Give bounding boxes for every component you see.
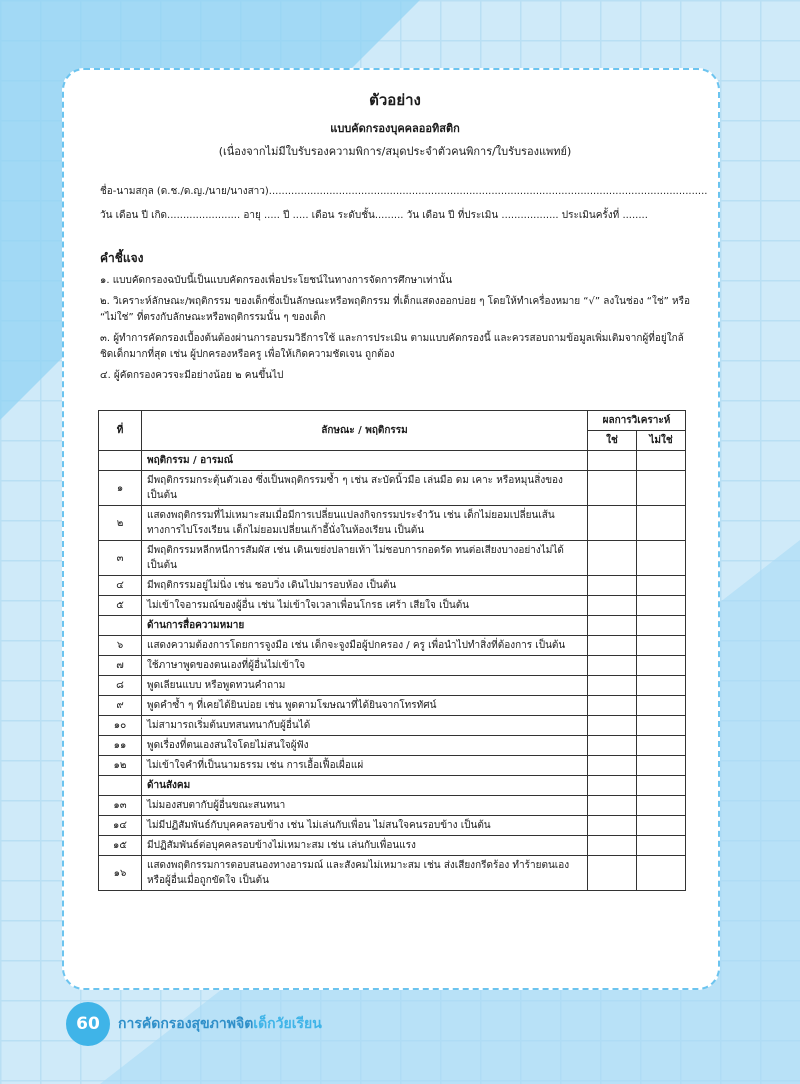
yes-checkbox-cell[interactable]	[588, 756, 637, 776]
table-row	[99, 736, 686, 756]
row-text: พูดคำซ้ำ ๆ ที่เคยได้ยินบ่อย เช่น พูดตามโฆษณาที่ได้ยินจากโทรทัศน์	[142, 696, 588, 716]
row-text: แสดงพฤติกรรมการตอบสนองทางอารมณ์ และสังคมไม่เหมาะสม เช่น ส่งเสียงกรีดร้อง ทำร้ายตนเองหรือผู้อื่นเมื่อถูกขัดใจ เป็นต้น	[142, 856, 588, 891]
no-checkbox-cell[interactable]	[637, 796, 686, 816]
row-number: ๑	[99, 471, 142, 506]
row-text: มีพฤติกรรมกระตุ้นตัวเอง ซึ่งเป็นพฤติกรรมซ้ำ ๆ เช่น สะบัดนิ้วมือ เล่นมือ ดม เคาะ หรือหมุนสิ่งของ เป็นต้น	[142, 471, 588, 506]
instruction-item: ๔. ผู้คัดกรองควรจะมีอย่างน้อย ๒ คนขึ้นไป	[100, 370, 284, 381]
no-checkbox-cell[interactable]	[637, 816, 686, 836]
row-text: มีปฏิสัมพันธ์ต่อบุคคลรอบข้างไม่เหมาะสม เช่น เล่นกับเพื่อนแรง	[142, 836, 588, 856]
row-number: ๑๔	[99, 816, 142, 836]
yes-checkbox-cell	[588, 776, 637, 796]
table-row	[99, 676, 686, 696]
table-row	[99, 756, 686, 776]
row-number: ๔	[99, 576, 142, 596]
no-checkbox-cell[interactable]	[637, 676, 686, 696]
screening-table	[98, 410, 686, 891]
table-row	[99, 596, 686, 616]
no-checkbox-cell[interactable]	[637, 596, 686, 616]
row-number: ๑๒	[99, 756, 142, 776]
section-row	[99, 776, 686, 796]
no-checkbox-cell[interactable]	[637, 656, 686, 676]
no-checkbox-cell	[637, 616, 686, 636]
row-number: ๙	[99, 696, 142, 716]
row-text: ไม่เข้าใจคำที่เป็นนามธรรม เช่น การเอื้อเฟื้อเผื่อแผ่	[142, 756, 588, 776]
page-number: 60	[66, 1002, 110, 1046]
table-row	[99, 816, 686, 836]
yes-checkbox-cell[interactable]	[588, 716, 637, 736]
yes-checkbox-cell[interactable]	[588, 796, 637, 816]
section-title: ด้านการสื่อความหมาย	[142, 616, 588, 636]
table-row	[99, 856, 686, 891]
table-row	[99, 716, 686, 736]
yes-checkbox-cell[interactable]	[588, 696, 637, 716]
yes-checkbox-cell	[588, 616, 637, 636]
row-number: ๖	[99, 636, 142, 656]
no-checkbox-cell[interactable]	[637, 756, 686, 776]
yes-checkbox-cell[interactable]	[588, 541, 637, 576]
no-checkbox-cell[interactable]	[637, 716, 686, 736]
yes-checkbox-cell[interactable]	[588, 816, 637, 836]
document-header	[100, 88, 708, 384]
row-text: มีพฤติกรรมหลีกหนีการสัมผัส เช่น เดินเขย่งปลายเท้า ไม่ชอบการกอดรัด ทนต่อเสียงบางอย่างไม่ได้ เป็นต้น	[142, 541, 588, 576]
instruction-item: ๓. ผู้ทำการคัดกรองเบื้องต้นต้องผ่านการอบรมวิธีการใช้ และการประเมิน ตามแบบคัดกรองนี้ และควรสอบถามข้อมูลเพิ่มเติมจากผู้ที่อยู่ใกล้ชิดเด็กมากที่สุด เช่น ผู้ปกครองหรือครู เพื่อให้เกิดความชัดเจน ถูกต้อง	[100, 333, 684, 360]
instruction-item: ๑. แบบคัดกรองฉบับนี้เป็นแบบคัดกรองเพื่อประโยชน์ในทางการจัดการศึกษาเท่านั้น	[100, 275, 453, 286]
no-checkbox-cell[interactable]	[637, 736, 686, 756]
no-checkbox-cell[interactable]	[637, 506, 686, 541]
row-text: ไม่สามารถเริ่มต้นบทสนทนากับผู้อื่นได้	[142, 716, 588, 736]
no-checkbox-cell	[637, 776, 686, 796]
section-title: พฤติกรรม / อารมณ์	[142, 451, 588, 471]
no-checkbox-cell[interactable]	[637, 836, 686, 856]
section-row	[99, 451, 686, 471]
yes-checkbox-cell[interactable]	[588, 676, 637, 696]
yes-checkbox-cell[interactable]	[588, 736, 637, 756]
row-number: ๗	[99, 656, 142, 676]
section-row	[99, 616, 686, 636]
row-number: ๓	[99, 541, 142, 576]
row-number: ๑๐	[99, 716, 142, 736]
yes-checkbox-cell[interactable]	[588, 596, 637, 616]
row-text: มีพฤติกรรมอยู่ไม่นิ่ง เช่น ชอบวิ่ง เดินไปมารอบห้อง เป็นต้น	[142, 576, 588, 596]
name-line: ชื่อ-นามสกุล (ด.ช./ด.ญ./นาย/นางสาว)..........................................................................................................................................	[100, 186, 708, 197]
table-row	[99, 696, 686, 716]
no-checkbox-cell[interactable]	[637, 696, 686, 716]
row-number: ๑๕	[99, 836, 142, 856]
row-number: ๒	[99, 506, 142, 541]
table-row	[99, 471, 686, 506]
yes-checkbox-cell[interactable]	[588, 856, 637, 891]
yes-checkbox-cell[interactable]	[588, 656, 637, 676]
row-text: ไม่เข้าใจอารมณ์ของผู้อื่น เช่น ไม่เข้าใจเวลาเพื่อนโกรธ เศร้า เสียใจ เป็นต้น	[142, 596, 588, 616]
row-number	[99, 616, 142, 636]
instructions-heading: คำชี้แจง	[100, 251, 144, 265]
table-row	[99, 796, 686, 816]
no-checkbox-cell	[637, 451, 686, 471]
page-footer	[66, 1002, 322, 1046]
col-header-no: ที่	[99, 411, 142, 451]
row-text: พูดเรื่องที่ตนเองสนใจโดยไม่สนใจผู้ฟัง	[142, 736, 588, 756]
table-row	[99, 656, 686, 676]
row-text: แสดงพฤติกรรมที่ไม่เหมาะสมเมื่อมีการเปลี่ยนแปลงกิจกรรมประจำวัน เช่น เด็กไม่ยอมเปลี่ยนเส้นทางการไปโรงเรียน เด็กไม่ยอมเปลี่ยนเก้าอี้นั่งในห้องเรียน เป็นต้น	[142, 506, 588, 541]
row-number: ๑๓	[99, 796, 142, 816]
row-number: ๑๑	[99, 736, 142, 756]
no-checkbox-cell[interactable]	[637, 541, 686, 576]
table-row	[99, 541, 686, 576]
footer-title-accent: เด็กวัยเรียน	[253, 1016, 322, 1032]
row-number: ๘	[99, 676, 142, 696]
row-number: ๕	[99, 596, 142, 616]
yes-checkbox-cell[interactable]	[588, 836, 637, 856]
col-header-no-answer: ไม่ใช่	[637, 431, 686, 451]
no-checkbox-cell[interactable]	[637, 856, 686, 891]
section-title: ด้านสังคม	[142, 776, 588, 796]
doc-subtitle-note: (เนื่องจากไม่มีใบรับรองความพิการ/สมุดประจำตัวคนพิการ/ใบรับรองแพทย์)	[218, 145, 572, 158]
no-checkbox-cell[interactable]	[637, 471, 686, 506]
instruction-item: ๒. วิเคราะห์ลักษณะ/พฤติกรรม ของเด็กซึ่งเป็นลักษณะหรือพฤติกรรม ที่เด็กแสดงออกบ่อย ๆ โดยให้ทำเครื่องหมาย “√” ลงในช่อง “ใช่” หรือ “ไม่ใช่” ที่ตรงกับลักษณะหรือพฤติกรรมนั้น ๆ ของเด็ก	[100, 296, 690, 323]
row-text: พูดเลียนแบบ หรือพูดทวนคำถาม	[142, 676, 588, 696]
doc-subtitle: แบบคัดกรองบุคคลออทิสติก	[330, 122, 460, 135]
row-text: ไม่มีปฏิสัมพันธ์กับบุคคลรอบข้าง เช่น ไม่เล่นกับเพื่อน ไม่สนใจคนรอบข้าง เป็นต้น	[142, 816, 588, 836]
table-row	[99, 636, 686, 656]
table-row	[99, 506, 686, 541]
row-number	[99, 451, 142, 471]
row-number	[99, 776, 142, 796]
row-text: แสดงความต้องการโดยการจูงมือ เช่น เด็กจะจูงมือผู้ปกครอง / ครู เพื่อนำไปทำสิ่งที่ต้องการ เป็นต้น	[142, 636, 588, 656]
yes-checkbox-cell	[588, 451, 637, 471]
table-row	[99, 576, 686, 596]
table-row	[99, 836, 686, 856]
no-checkbox-cell[interactable]	[637, 636, 686, 656]
yes-checkbox-cell[interactable]	[588, 471, 637, 506]
yes-checkbox-cell[interactable]	[588, 576, 637, 596]
col-header-trait: ลักษณะ / พฤติกรรม	[142, 411, 588, 451]
row-number: ๑๖	[99, 856, 142, 891]
date-line: วัน เดือน ปี เกิด....................... อายุ ..... ปี ..... เดือน ระดับชั้น......... วัน เดือน ปี ที่ประเมิน .................. ประเมินครั้งที่ ........	[100, 210, 648, 221]
row-text: ใช้ภาษาพูดของตนเองที่ผู้อื่นไม่เข้าใจ	[142, 656, 588, 676]
col-header-yes: ใช่	[588, 431, 637, 451]
doc-title: ตัวอย่าง	[369, 91, 421, 109]
yes-checkbox-cell[interactable]	[588, 636, 637, 656]
row-text: ไม่มองสบตากับผู้อื่นขณะสนทนา	[142, 796, 588, 816]
footer-title: การคัดกรองสุขภาพจิต	[118, 1016, 254, 1032]
yes-checkbox-cell[interactable]	[588, 506, 637, 541]
no-checkbox-cell[interactable]	[637, 576, 686, 596]
col-header-result: ผลการวิเคราะห์	[588, 411, 686, 431]
